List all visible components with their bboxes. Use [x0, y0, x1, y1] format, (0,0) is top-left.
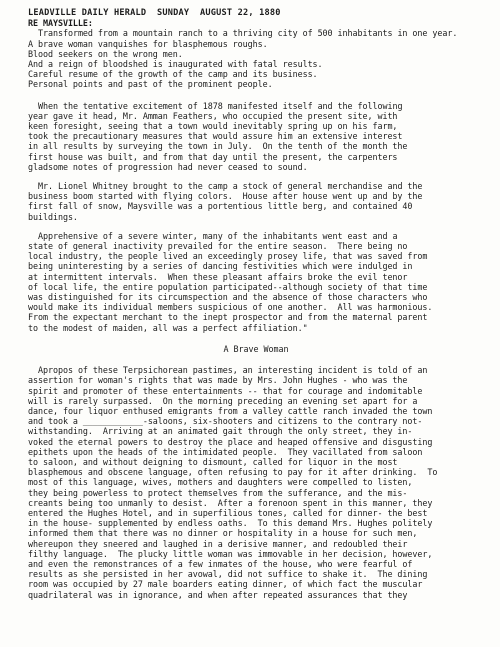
story-line: creants being too unmanly to desist. After a forenoon spent in this manner, they: [28, 497, 433, 508]
summary-line: Transformed from a mountain ranch to a thriving city of 500 inhabitants in one year.: [38, 28, 458, 39]
story-line: voked the eternal powers to destroy the place and heaped offensive and disgusting: [28, 436, 433, 447]
paragraph-line: in all results by surveying the town in July. On the tenth of the month the: [28, 141, 408, 152]
paragraph-line: at intermittent intervals. When these pleasant affairs broke the evil tenor: [28, 271, 408, 282]
paragraph-line: first fall of snow, Maysville was a portentious little berg, and contained 40: [28, 201, 413, 212]
newspaper-header: LEADVILLE DAILY HERALD SUNDAY AUGUST 22, 1880: [28, 8, 281, 18]
summary-line: Personal points and past of the prominent people.: [28, 79, 273, 90]
story-line: Apropos of these Terpsichorean pastimes, an interesting incident is told of an: [38, 365, 428, 376]
summary-block: [28, 28, 484, 89]
story-line: results as she persisted in her avowal, did not suffice to shake it. The dining: [28, 569, 428, 580]
paragraph-line: took the precautionary measures that would assure him an extensive interest: [28, 131, 403, 142]
paragraph-line: year gave it head, Mr. Amman Feathers, who occupied the present site, with: [28, 110, 398, 121]
story-line: blasphemous and obscene language, often refusing to pay for it after drinking. To: [28, 467, 438, 478]
paragraph-line: buildings.: [28, 211, 78, 222]
paragraph: [28, 181, 484, 222]
story-line: dance, four liquor enthused emigrants from a valley cattle ranch invaded the town: [28, 405, 433, 416]
paragraph-line: of local life, the entire population participated--although society of that time: [28, 281, 428, 292]
story-line: entered the Hughes Hotel, and in superfilious tones, called for dinner- the best: [28, 507, 428, 518]
paragraph-line: would make its individual members suspicious of one another. All was harmonious.: [28, 302, 433, 313]
paragraph-line: Mr. Lionel Whitney brought to the camp a stock of general merchandise and the: [38, 181, 423, 192]
story-line: most of this language, wives, mothers and daughters were compelled to listen,: [28, 477, 413, 488]
story-line: informed them that there was no dinner or hospitality in a house for such men,: [28, 528, 418, 539]
paragraph-line: being uninteresting by a series of dancing festivities which were indulged in: [28, 261, 413, 272]
paragraph-line: When the tentative excitement of 1878 manifested itself and the following: [38, 100, 403, 111]
paragraph-line: first house was built, and from that day until the present, the carpenters: [28, 151, 398, 162]
paragraph-line: to the modest of maiden, all was a perfect affiliation.": [28, 322, 308, 333]
story-line: room was occupied by 27 male boarders eating dinner, of which fact the muscular: [28, 579, 423, 590]
summary-line: Blood seekers on the wrong men.: [28, 48, 183, 59]
story-line: in the house- supplemented by endless oaths. To this demand Mrs. Hughes politely: [28, 518, 433, 529]
story-line: and even the remonstrances of a few inmates of the house, who were fearful of: [28, 558, 413, 569]
story-line: filthy language. The plucky little woman was immovable in her decision, however,: [28, 548, 433, 559]
story-line: epithets upon the heads of the intimidated people. They vacillated from saloon: [28, 446, 423, 457]
paragraph-line: keen foresight, seeing that a town would inevitably spring up on his farm,: [28, 121, 398, 132]
summary-line: Careful resume of the growth of the camp and its business.: [28, 69, 318, 80]
story-line: quadrilateral was in ignorance, and when after repeated assurances that they: [28, 589, 408, 600]
story-line: will is rarely surpassed. On the morning preceding an evening set apart for a: [28, 395, 418, 406]
story-paragraph: [28, 365, 484, 600]
story-line: spirit and promoter of these entertainments -- that for courage and indomitable: [28, 385, 423, 396]
story-line: they being powerless to protect themselves from the sufferance, and the mis-: [28, 487, 408, 498]
summary-line: And a reign of bloodshed is inaugurated with fatal results.: [28, 59, 323, 70]
paragraph-line: gladsome notes of progression had never ceased to sound.: [28, 161, 308, 172]
story-line: withstanding. Arriving at an animated gait through the only street, they in-: [28, 426, 413, 437]
section-title: A Brave Woman: [223, 343, 289, 354]
summary-line: A brave woman vanquishes for blasphemous roughs.: [28, 38, 268, 49]
story-line: to saloon, and without deigning to dismount, called for liquor in the most: [28, 456, 398, 467]
paragraph-line: was distinguished for its circumspection and the absence of those characters who: [28, 292, 428, 303]
story-line: and took a ____________-saloons, six-shooters and citizens to the contrary not-: [28, 416, 423, 427]
paragraph-line: state of general inactivity prevailed for the entire season. There being no: [28, 241, 408, 252]
paragraph-line: business boom started with flying colors. House after house went up and by the: [28, 191, 423, 202]
story-line: assertion for woman's rights that was made by Mrs. John Hughes - who was the: [28, 375, 408, 386]
paragraph-line: local industry, the people lived an exceedingly prosey life, that was saved from: [28, 251, 428, 262]
paragraph: [28, 231, 484, 333]
paragraph-line: From the expectant merchant to the inept prospector and from the maternal parent: [28, 312, 428, 323]
paragraph-line: Apprehensive of a severe winter, many of the inhabitants went east and a: [38, 230, 398, 241]
story-line: whereupon they sneered and laughed in a derisive manner, and redoubled their: [28, 538, 408, 549]
paragraph: [28, 101, 484, 172]
re-line: RE MAYSVILLE:: [28, 18, 93, 29]
